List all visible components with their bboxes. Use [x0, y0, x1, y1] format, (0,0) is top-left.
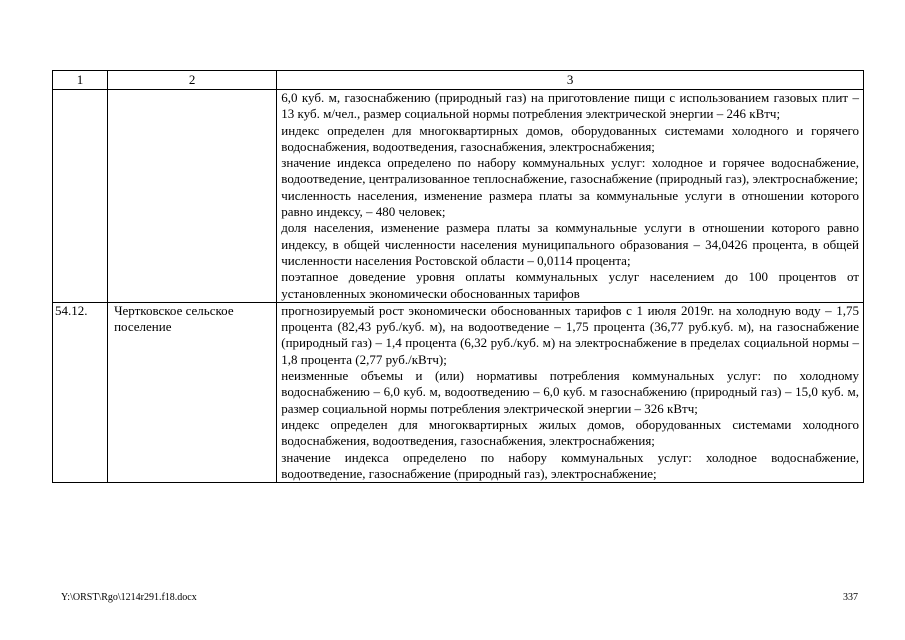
description-paragraph: поэтапное доведение уровня оплаты коммунальных услуг населением до 100 процентов от установленных экономически обоснованных тарифов	[281, 269, 859, 301]
description-paragraph: значение индекса определено по набору коммунальных услуг: холодное водоснабжение, водоотведение, газоснабжение (природный газ), электроснабжение;	[281, 449, 859, 481]
footer-file-path: Y:\ORST\Rgo\1214r291.f18.docx	[61, 592, 197, 603]
row-name-cell	[108, 90, 277, 303]
data-table	[52, 70, 864, 483]
row-number-cell: 54.12.	[53, 302, 108, 482]
column-header-number: 1	[53, 71, 108, 90]
row-description-cell	[277, 302, 864, 482]
column-header-name: 2	[108, 71, 277, 90]
row-name-cell: Чертковское сельское поселение	[108, 302, 277, 482]
description-paragraph: прогнозируемый рост экономически обоснованных тарифов с 1 июля 2019г. на холодную воду – 1,75 процента (82,43 руб./куб. м), на водоотведение – 1,75 процента (36,77 руб.куб. м), на газоснабжение (природный газ) – 1,4 процента (6,32 руб./куб. м) на электроснабжение в пределах социальной нормы – 1,8 процента (2,77 руб./кВтч);	[281, 302, 859, 367]
row-number-cell	[53, 90, 108, 303]
description-paragraph: численность населения, изменение размера платы за коммунальные услуги в отношении которого равно индексу, – 480 человек;	[281, 187, 859, 220]
description-paragraph: индекс определен для многоквартирных домов, оборудованных системами холодного и горячего водоснабжения, водоотведения, газоснабжения, электроснабжения;	[281, 122, 859, 154]
table-row-continuation	[53, 90, 864, 303]
description-paragraph: индекс определен для многоквартирных жилых домов, оборудованных системами холодного водоснабжения, водоотведения, газоснабжения, электроснабжения;	[281, 416, 859, 449]
description-paragraph: значение индекса определено по набору коммунальных услуг: холодное и горячее водоснабжение, водоотведение, централизованное теплоснабжение, газоснабжение (природный газ), электроснабжение;	[281, 155, 859, 187]
footer-page-number: 337	[843, 592, 858, 603]
column-header-description: 3	[277, 71, 864, 90]
table-header-row	[53, 71, 864, 90]
description-paragraph: 6,0 куб. м, газоснабжению (природный газ) на приготовление пищи с использованием газовых плит – 13 куб. м/чел., размер социальной нормы потребления электрической энергии – 246 кВтч;	[281, 90, 859, 122]
table-row-54-12	[53, 302, 864, 482]
row-description-cell	[277, 90, 864, 303]
description-paragraph: доля населения, изменение размера платы за коммунальные услуги в отношении которого равно индексу, в общей численности населения муниципального образования – 34,0426 процента, в общей численности населения Ростовской области – 0,0114 процента;	[281, 220, 859, 268]
description-paragraph: неизменные объемы и (или) нормативы потребления коммунальных услуг: по холодному водоснабжению – 6,0 куб. м, водоотведению – 6,0 куб. м газоснабжению (природный газ) – 15,0 куб. м, размер социальной нормы потребления электрической энергии – 326 кВтч;	[281, 368, 859, 416]
